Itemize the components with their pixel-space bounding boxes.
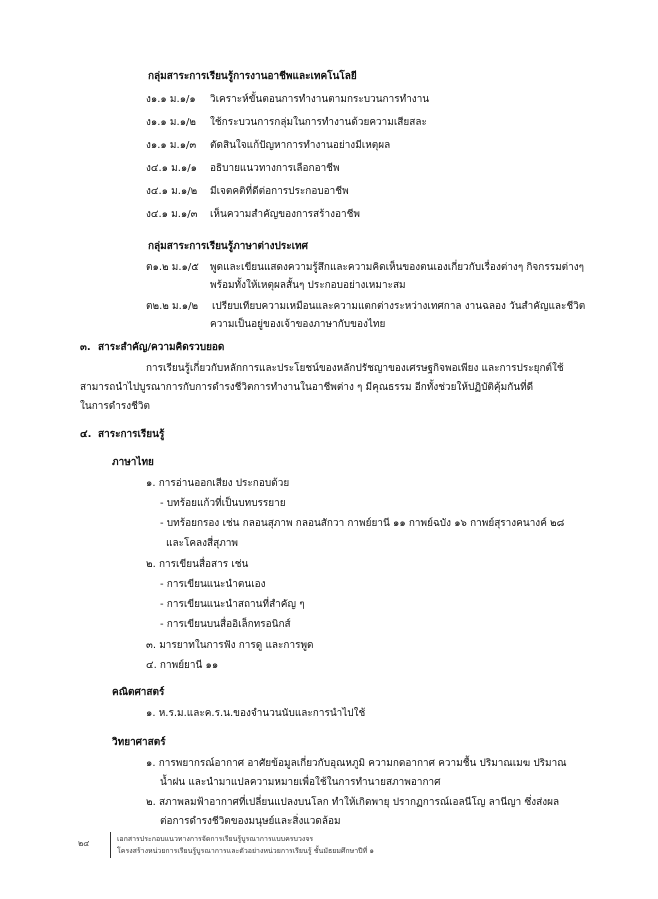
indicator-text: วิเคราะห์ขั้นตอนการทำงานตามกระบวนการทำงาน (210, 94, 430, 105)
list-subitem-continued: และโคลงสี่สุภาพ (166, 538, 239, 549)
footer-divider (110, 832, 111, 858)
indicator-text: ใช้กระบวนการกลุ่มในการทำงานด้วยความเสียสละ (210, 117, 427, 128)
section-title: สาระการเรียนรู้ (98, 429, 165, 440)
section-title: สาระสำคัญ/ความคิดรวบยอด (98, 342, 225, 353)
tech-group-heading: กลุ่มสาระการเรียนรู้การงานอาชีพและเทคโนโลยี (148, 71, 357, 82)
list-item: ๑. ห.ร.ม.และค.ร.น.ของจำนวนนับและการนำไปใช้ (146, 708, 366, 719)
indicator-code: ต๒.๒ ม.๑/๒ (146, 301, 199, 312)
paragraph-line: สามารถนำไปบูรณาการกับการดำรงชีวิตการทำงานในอาชีพต่าง ๆ มีคุณธรรม อีกทั้งช่วยให้ปฏิบัติคุ้มกันที่ดี (80, 382, 534, 393)
foreign-group-heading: กลุ่มสาระการเรียนรู้ภาษาต่างประเทศ (148, 241, 308, 252)
indicator-text: อธิบายแนวทางการเลือกอาชีพ (210, 163, 340, 174)
indicator-code: ง๑.๑ ม.๑/๑ (146, 94, 196, 105)
indicator-text: มีเจตคติที่ดีต่อการประกอบอาชีพ (210, 186, 349, 197)
section-number: ๓. (80, 342, 91, 353)
list-item-continued: ต่อการดำรงชีวิตของมนุษย์และสิ่งแวดล้อม (160, 816, 341, 827)
indicator-code: ง๔.๑ ม.๑/๒ (146, 186, 198, 197)
list-subitem: - บทร้อยกรอง เช่น กลอนสุภาพ กลอนสักวา กาพย์ยานี ๑๑ กาพย์ฉบัง ๑๖ กาพย์สุรางคนางค์ ๒๘ (160, 518, 565, 529)
indicator-code: ง๔.๑ ม.๑/๓ (146, 209, 198, 220)
subject-heading-math: คณิตศาสตร์ (112, 687, 165, 698)
subject-heading-thai: ภาษาไทย (112, 457, 154, 468)
indicator-text-continued: พร้อมทั้งให้เหตุผลสั้นๆ ประกอบอย่างเหมาะสม (210, 280, 406, 291)
indicator-text: เห็นความสำคัญของการสร้างอาชีพ (210, 209, 361, 220)
section-number: ๔. (80, 429, 92, 440)
indicator-text: ตัดสินใจแก้ปัญหาการทำงานอย่างมีเหตุผล (210, 140, 391, 151)
subject-heading-science: วิทยาศาสตร์ (112, 737, 166, 748)
list-subitem: - การเขียนบนสื่ออิเล็กทรอนิกส์ (160, 619, 291, 630)
paragraph-line: ในการดำรงชีวิต (80, 401, 151, 412)
footer-line: โครงสร้างหน่วยการเรียนรู้บูรณาการและตัวอย่างหน่วยการเรียนรู้ ชั้นมัธยมศึกษาปีที่ ๑ (117, 847, 374, 855)
list-subitem: - บทร้อยแก้วที่เป็นบทบรรยาย (160, 498, 286, 509)
list-item: ๔. กาพย์ยานี ๑๑ (146, 660, 219, 671)
list-item: ๓. มารยาทในการฟัง การดู และการพูด (146, 640, 314, 651)
list-subitem: - การเขียนแนะนำตนเอง (160, 579, 266, 590)
indicator-code: ง๑.๑ ม.๑/๒ (146, 117, 197, 128)
indicator-text-continued: ความเป็นอยู่ของเจ้าของภาษากับของไทย (210, 319, 386, 330)
list-item: ๑. การอ่านออกเสียง ประกอบด้วย (146, 478, 290, 489)
list-item-continued: น้ำฝน และนำมาแปลความหมายเพื่อใช้ในการทำนายสภาพอากาศ (160, 777, 441, 788)
indicator-code: ง๑.๑ ม.๑/๓ (146, 140, 197, 151)
indicator-text: พูดและเขียนแสดงความรู้สึกและความคิดเห็นของตนเองเกี่ยวกับเรื่องต่างๆ กิจกรรมต่างๆ (210, 262, 585, 273)
indicator-text: เปรียบเทียบความเหมือนและความแตกต่างระหว่างเทศกาล งานฉลอง วันสำคัญและชีวิต (212, 301, 586, 312)
list-subitem: - การเขียนแนะนำสถานที่สำคัญ ๆ (160, 599, 305, 610)
footer-line: เอกสารประกอบแนวทางการจัดการเรียนรู้บูรณาการแบบครบวงจร (117, 835, 314, 843)
paragraph-line: การเรียนรู้เกี่ยวกับหลักการและประโยชน์ของหลักปรัชญาของเศรษฐกิจพอเพียง และการประยุกต์ใช้ (146, 363, 564, 374)
list-item: ๒. การเขียนสื่อสาร เช่น (146, 559, 249, 570)
list-item: ๒. สภาพลมฟ้าอากาศที่เปลี่ยนแปลงบนโลก ทำให้เกิดพายุ ปรากฏการณ์เอลนีโญ ลานีญา ซึ่งส่งผล (146, 797, 560, 808)
list-item: ๑. การพยากรณ์อากาศ อาศัยข้อมูลเกี่ยวกับอุณหภูมิ ความกดอากาศ ความชื้น ปริมาณเมฆ ปริมาณ (146, 758, 567, 769)
indicator-code: ง๔.๑ ม.๑/๑ (146, 163, 197, 174)
page-number: ๒๔ (78, 839, 90, 848)
indicator-code: ต๑.๒ ม.๑/๕ (146, 262, 199, 273)
